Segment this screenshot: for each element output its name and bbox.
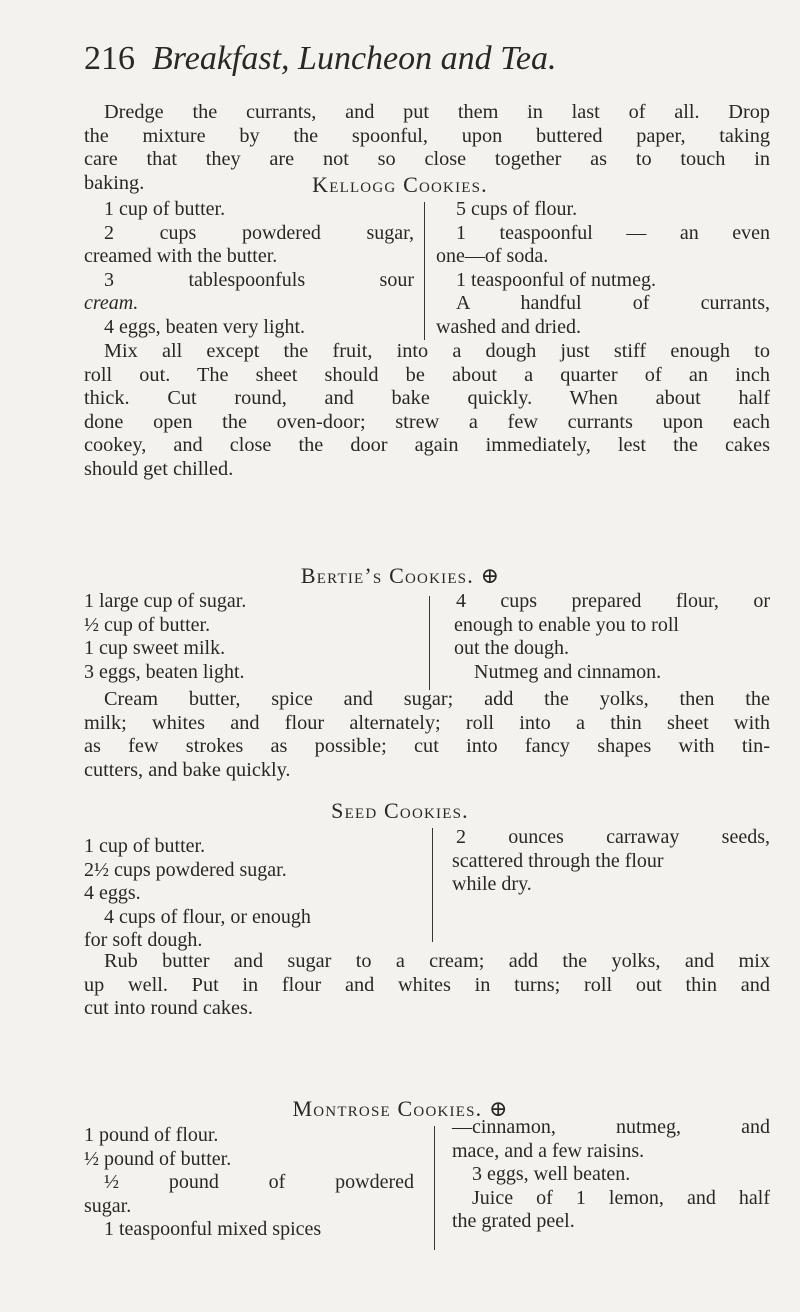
text-line: cut into round cakes.	[84, 997, 253, 1020]
ingredients-right-montrose	[452, 1116, 770, 1234]
ingredient: 2½ cups powdered sugar.	[84, 858, 287, 881]
recipe-title-text: Montrose Cookies.	[292, 1096, 483, 1121]
text-line: cookey, and close the door again immediately, lest the cakes	[84, 434, 770, 457]
text-line: milk; whites and flour alternately; roll into a thin sheet with	[84, 711, 770, 734]
cross-mark-icon: ⊕	[489, 1096, 508, 1121]
method-bertie	[84, 688, 770, 782]
ingredient: 4 eggs, beaten very light.	[104, 315, 306, 338]
ingredient: one—of soda.	[436, 245, 549, 268]
column-rule	[424, 202, 425, 340]
ingredient: Nutmeg and cinnamon.	[474, 660, 662, 683]
ingredient: 5 cups of flour.	[456, 198, 578, 220]
text-line: Mix all except the fruit, into a dough just stiff enough to	[104, 340, 770, 362]
ingredient: 1 teaspoonful of nutmeg.	[456, 268, 656, 291]
recipe-title-text: Bertie’s Cookies.	[300, 563, 474, 588]
text-line: as few strokes as possible; cut into fancy shapes with tin-	[84, 735, 770, 758]
ingredient: 1 cup of butter.	[104, 198, 226, 220]
ingredient: 1 large cup of sugar.	[84, 590, 247, 612]
text-line: Dredge the currants, and put them in last of all. Drop	[104, 101, 770, 123]
text-line: roll out. The sheet should be about a quarter of an inch	[84, 363, 770, 386]
ingredient: 4 eggs.	[84, 882, 141, 905]
ingredients-right-bertie	[454, 590, 770, 684]
ingredient: 4 cups of flour, or enough	[104, 905, 311, 928]
text-line: thick. Cut round, and bake quickly. When about half	[84, 387, 770, 410]
ingredients-left-bertie	[84, 590, 414, 684]
ingredient: scattered through the flour	[452, 849, 664, 872]
ingredient: washed and dried.	[436, 315, 581, 338]
ingredient: 2 cups powdered sugar,	[104, 221, 414, 244]
text-line: cutters, and bake quickly.	[84, 758, 291, 781]
ingredient: 3 tablespoonfuls sour	[104, 268, 414, 291]
ingredient: 1 teaspoonful mixed spices	[104, 1218, 322, 1241]
recipe-title-bertie	[0, 563, 800, 589]
ingredients-right-seed	[452, 826, 770, 897]
ingredient: 1 teaspoonful — an even	[456, 221, 770, 244]
ingredient: 1 cup sweet milk.	[84, 637, 226, 660]
ingredients-right-kellogg	[436, 198, 770, 340]
text-line: done open the oven-door; strew a few currants upon each	[84, 410, 770, 433]
ingredient: ½ cup of butter.	[84, 613, 211, 636]
ingredient: creamed with the butter.	[84, 245, 278, 268]
text-line: care that they are not so close together as to touch in	[84, 148, 770, 171]
book-title: Breakfast, Luncheon and Tea.	[152, 40, 557, 77]
ingredient: cream.	[84, 292, 139, 315]
ingredient: Juice of 1 lemon, and half	[472, 1186, 770, 1209]
ingredient: 4 cups prepared flour, or	[456, 590, 770, 612]
ingredient: sugar.	[84, 1194, 132, 1217]
ingredient: 2 ounces carraway seeds,	[456, 826, 770, 848]
ingredient: the grated peel.	[452, 1210, 575, 1233]
ingredient: 1 pound of flour.	[84, 1124, 219, 1146]
ingredient: 3 eggs, well beaten.	[472, 1163, 631, 1186]
column-rule	[429, 596, 430, 690]
ingredient: out the dough.	[454, 637, 569, 660]
ingredient: ½ pound of butter.	[84, 1147, 232, 1170]
recipe-title-kellogg: Kellogg Cookies.	[312, 172, 488, 197]
ingredient: ½ pound of powdered	[104, 1171, 414, 1194]
ingredient: enough to enable you to roll	[454, 613, 679, 636]
recipe-title-seed: Seed Cookies.	[331, 798, 469, 823]
ingredients-left-montrose	[84, 1124, 414, 1242]
method-seed	[84, 950, 770, 1021]
ingredient: A handful of currants,	[456, 292, 770, 315]
column-rule	[434, 1126, 435, 1250]
method-kellogg	[84, 340, 770, 482]
text-line: should get chilled.	[84, 457, 234, 480]
ingredients-left-seed	[84, 835, 424, 953]
text-line: baking.	[84, 171, 145, 194]
running-header	[84, 40, 557, 78]
ingredient: while dry.	[452, 873, 532, 896]
ingredient: 1 cup of butter.	[84, 835, 206, 857]
text-line: Rub butter and sugar to a cream; add the yolks, and mix	[104, 950, 770, 972]
text-line: the mixture by the spoonful, upon buttered paper, taking	[84, 124, 770, 147]
cross-mark-icon: ⊕	[480, 563, 500, 588]
ingredient: —cinnamon, nutmeg, and	[452, 1116, 770, 1138]
column-rule	[432, 828, 433, 942]
page-number: 216	[84, 40, 135, 77]
ingredient: for soft dough.	[84, 929, 203, 952]
ingredients-left-kellogg	[84, 198, 414, 340]
ingredient: 3 eggs, beaten light.	[84, 660, 245, 683]
text-line: Cream butter, spice and sugar; add the yolks, then the	[104, 688, 770, 710]
ingredient: mace, and a few raisins.	[452, 1139, 645, 1162]
text-line: up well. Put in flour and whites in turns; roll out thin and	[84, 973, 770, 996]
